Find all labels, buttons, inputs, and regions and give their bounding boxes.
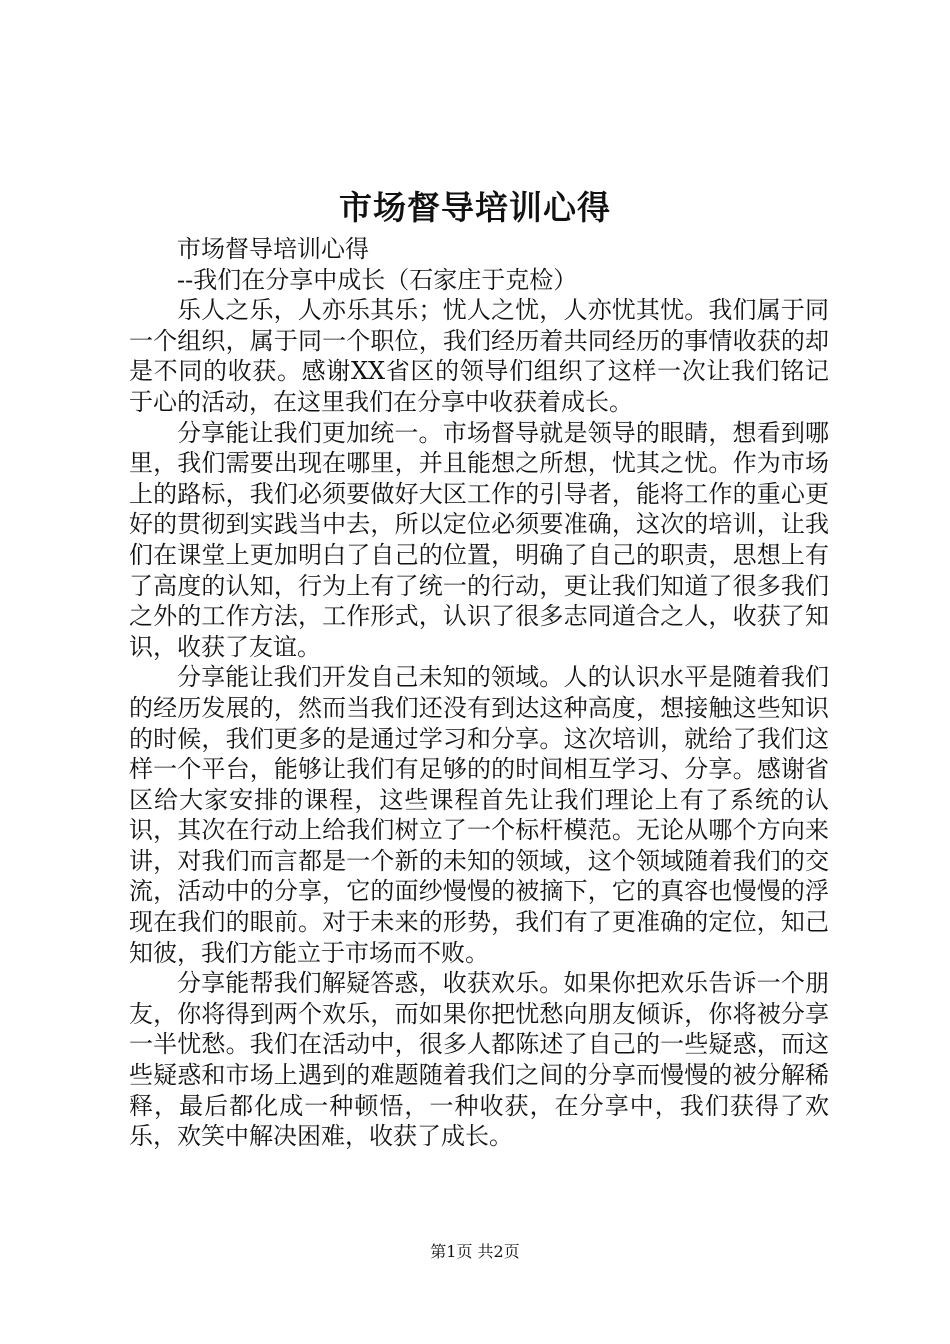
paragraph-2: 分享能让我们更加统一。市场督导就是领导的眼睛，想看到哪里，我们需要出现在哪里，并且能想之所想，忧其之忧。作为市场上的路标，我们必须要做好大区工作的引导者，能将工作的重心更好的贯彻到实践当中去，所以定位必须要准确，这次的培训，让我们在课堂上更加明白了自己的位置，明确了自己的职责，思想上有了高度的认知，行为上有了统一的行动，更让我们知道了很多我们之外的工作方法，工作形式，认识了很多志同道合之人，收获了知识，收获了友谊。 [129,418,829,661]
byline-line: --我们在分享中成长（石家庄于克检） [177,265,578,294]
paragraph-4: 分享能帮我们解疑答惑，收获欢乐。如果你把欢乐告诉一个朋友，你将得到两个欢乐，而如果你把忧愁向朋友倾诉，你将被分享一半忧愁。我们在活动中，很多人都陈述了自己的一些疑惑，而这些疑惑和市场上遇到的难题随着我们之间的分享而慢慢的被分解稀释，最后都化成一种顿悟，一种收获，在分享中，我们获得了欢乐，欢笑中解决困难，收获了成长。 [129,969,829,1151]
paragraph-3: 分享能让我们开发自己未知的领域。人的认识水平是随着我们的经历发展的，然而当我们还没有到达这种高度，想接触这些知识的时候，我们更多的是通过学习和分享。这次培训，就给了我们这样一个平台，能够让我们有足够的的时间相互学习、分享。感谢省区给大家安排的课程，这些课程首先让我们理论上有了系统的认识，其次在行动上给我们树立了一个标杆模范。无论从哪个方向来讲，对我们而言都是一个新的未知的领域，这个领域随着我们的交流，活动中的分享，它的面纱慢慢的被摘下，它的真容也慢慢的浮现在我们的眼前。对于未来的形势，我们有了更准确的定位，知己知彼，我们方能立于市场而不败。 [129,663,829,967]
subtitle-line: 市场督导培训心得 [177,235,369,263]
page-footer: 第1页 共2页 [430,1242,520,1261]
document-body [129,234,829,1152]
document-title: 市场督导培训心得 [339,188,611,227]
paragraph-1: 乐人之乐，人亦乐其乐；忧人之忧，人亦忧其忧。我们属于同一个组织，属于同一个职位，我们经历着共同经历的事情收获的却是不同的收获。感谢XX省区的领导们组织了这样一次让我们铭记于心的活动，在这里我们在分享中收获着成长。 [129,296,829,416]
